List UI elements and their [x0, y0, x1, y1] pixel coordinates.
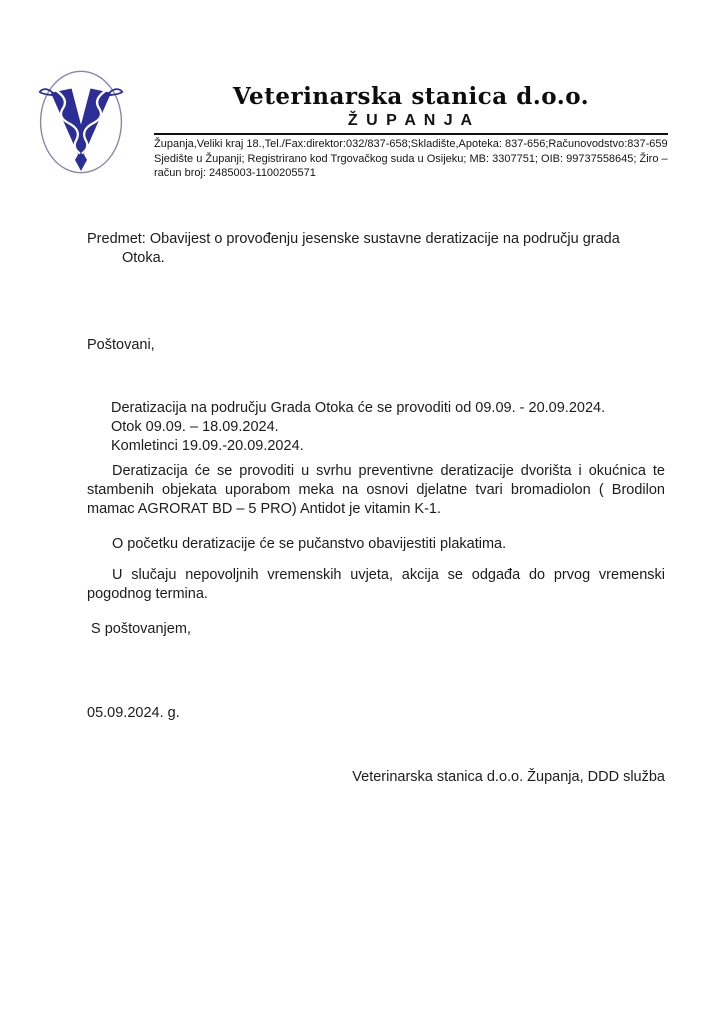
letterhead-text	[154, 66, 668, 181]
v-with-snakes-logo-icon	[38, 66, 124, 178]
subject-line-1: Predmet: Obavijest o provođenju jesenske sustavne deratizacije na području grada	[87, 231, 620, 247]
company-logo	[38, 66, 124, 178]
schedule-line-komletinci: Komletinci 19.09.-20.09.2024.	[111, 438, 304, 454]
subject-line-2: Otoka.	[122, 250, 165, 266]
address-line-2: Sjedište u Županji; Registrirano kod Trgovačkog suda u Osijeku; MB: 3307751; OIB: 99737558645; Žiro – račun broj: 2485003-1100205571	[154, 152, 668, 179]
schedule-block	[111, 399, 689, 456]
salutation: Poštovani,	[87, 337, 155, 353]
paragraph-posters: O početku deratizacije će se pučanstvo obavijestiti plakatima.	[112, 536, 507, 552]
schedule-line-overall: Deratizacija na području Grada Otoka će se provoditi od 09.09. - 20.09.2024.	[111, 400, 606, 416]
signature-line: Veterinarska stanica d.o.o. Županja, DDD služba	[352, 769, 665, 785]
schedule-line-otok: Otok 09.09. – 18.09.2024.	[111, 419, 279, 435]
address-line-1: Županja,Veliki kraj 18.,Tel./Fax:direktor:032/837-658;Skladište,Apoteka: 837-656;Računovodstvo:837-659	[154, 138, 668, 150]
closing: S poštovanjem,	[91, 621, 191, 637]
company-name: Veterinarska stanica d.o.o.	[232, 83, 590, 110]
paragraph-weather: U slučaju nepovoljnih vremenskih uvjeta, akcija se odgađa do prvog vremenski pogodnog termina.	[87, 567, 665, 602]
subject-block	[87, 230, 665, 268]
paragraph-purpose: Deratizacija će se provoditi u svrhu preventivne deratizacije dvorišta i okućnica te stambenih objekata uporabom meka na osnovi djelatne tvari bromadiolon ( Brodilon mamac AGRORAT BD – 5 PRO) Antidot je vitamin K-1.	[87, 463, 665, 517]
company-address	[154, 135, 668, 181]
letterhead	[38, 66, 668, 181]
letter-date: 05.09.2024. g.	[87, 705, 180, 721]
company-city: Ž U P A N J A	[347, 112, 475, 129]
